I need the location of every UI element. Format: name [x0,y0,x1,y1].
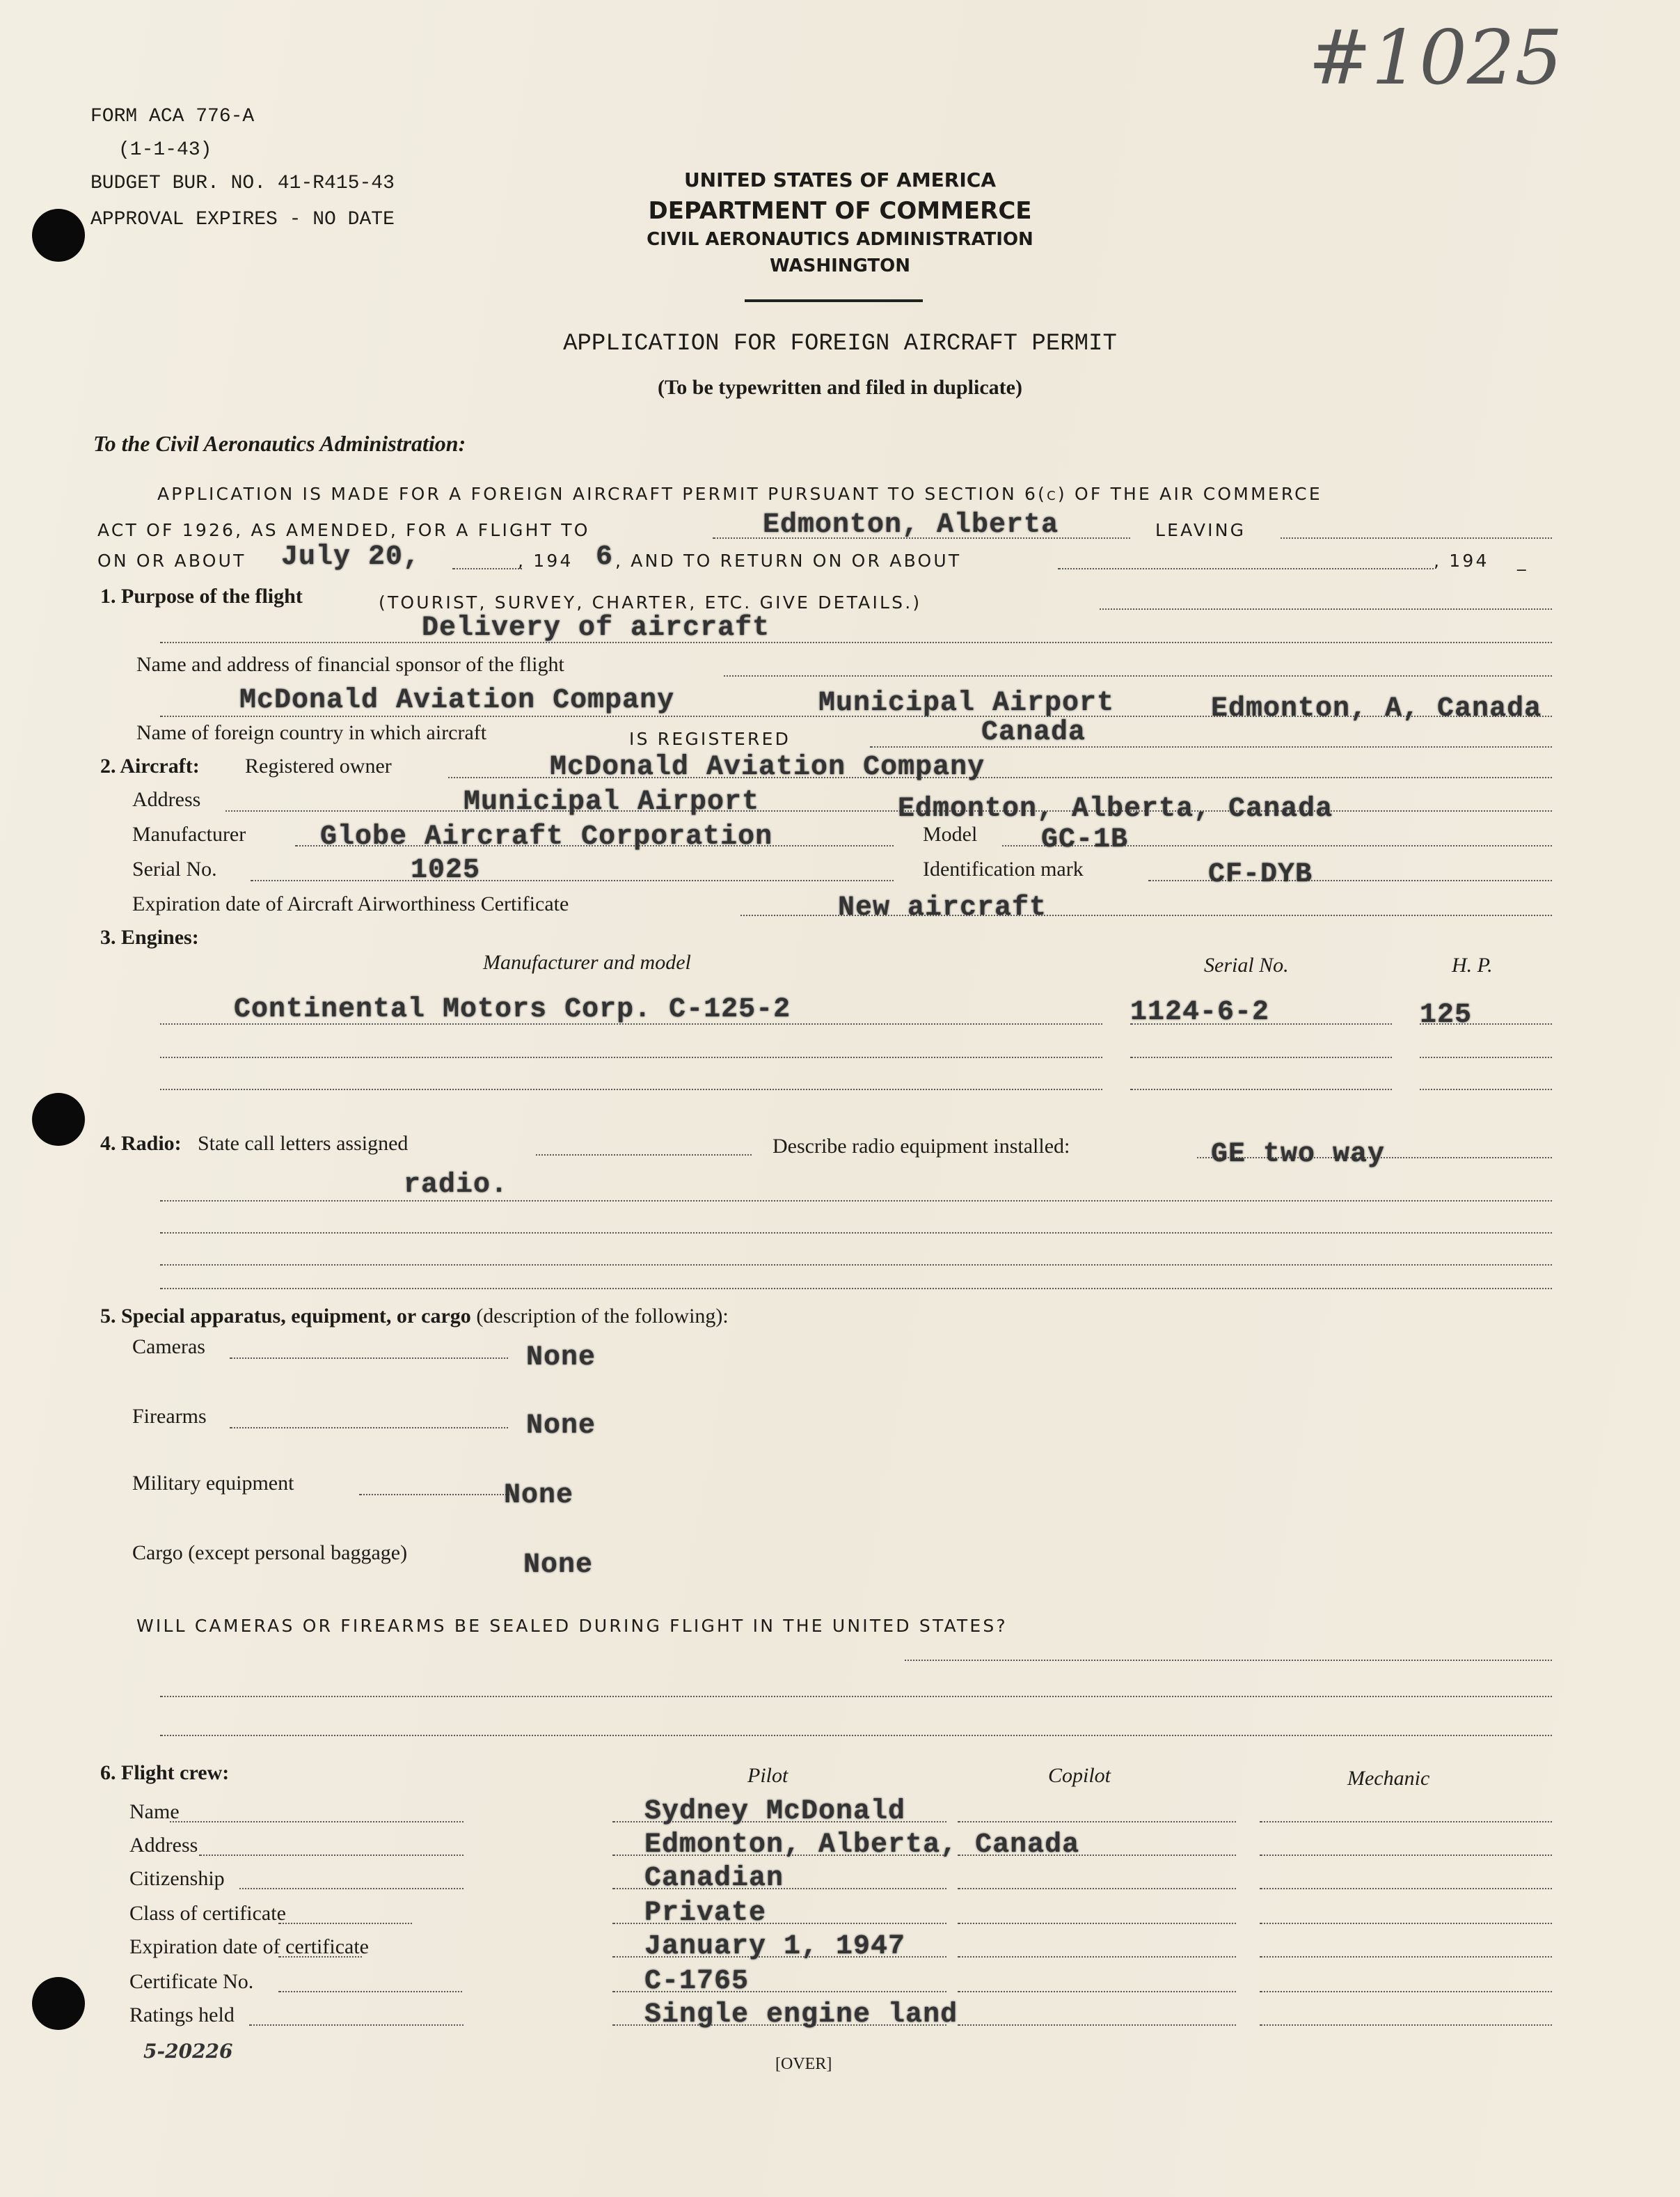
crew-col-pilot: Pilot [747,1765,789,1788]
cargo-label: Cargo (except personal baggage) [132,1543,408,1565]
model-label: Model [923,824,978,846]
firearms-value: None [526,1410,596,1442]
intro-line-3: ON OR ABOUT [97,550,246,571]
agency-country: UNITED STATES OF AMERICA [683,170,997,192]
firearms-label: Firearms [132,1406,207,1428]
form-number: FORM ACA 776-A [90,106,255,128]
sponsor-name-value: McDonald Aviation Company [239,685,675,717]
pilot-value: Sydney McDonald [644,1796,906,1828]
page-subtitle: (To be typewritten and filed in duplicate) [658,377,1022,400]
item1-hint: (TOURIST, SURVEY, CHARTER, ETC. GIVE DETAILS.) [379,592,922,613]
cameras-label: Cameras [132,1337,205,1359]
budget-number: BUDGET BUR. NO. 41-R415-43 [90,173,395,195]
pilot-value: C-1765 [644,1966,750,1998]
crew-field-label: Class of certificate [129,1903,286,1926]
military-equipment-label: Military equipment [132,1473,294,1495]
header-divider [745,299,923,302]
crew-col-mechanic: Mechanic [1347,1768,1430,1790]
address-value-1: Municipal Airport [463,787,760,819]
serial-label: Serial No. [132,859,217,881]
country-label-caps: IS REGISTERED [629,728,791,749]
item6-label: 6. Flight crew: [100,1763,230,1785]
manufacturer-label: Manufacturer [132,824,246,846]
destination-value: Edmonton, Alberta [763,510,1059,542]
owner-label: Registered owner [245,756,392,778]
item5-heading [100,1306,729,1330]
ident-value: CF-DYB [1208,859,1313,891]
sponsor-address-value: Municipal Airport [818,688,1115,720]
pilot-value: Canadian [644,1863,784,1895]
item2-label: 2. Aircraft: [100,756,200,778]
crew-field-label: Certificate No. [129,1971,254,1994]
serial-value: 1025 [411,855,481,887]
sealed-question: WILL CAMERAS OR FIREARMS BE SEALED DURING FLIGHT IN THE UNITED STATES? [136,1615,1008,1636]
engine-serial-value: 1124-6-2 [1130,997,1270,1029]
address-label: Address [132,789,201,812]
page-title: APPLICATION FOR FOREIGN AIRCRAFT PERMIT [563,331,1117,358]
item5-hint: (description of the following): [476,1306,729,1328]
engine-col-hp: H. P. [1452,955,1493,977]
intro-return: , AND TO RETURN ON OR ABOUT [615,550,962,571]
leave-year-digit: 6 [596,542,614,574]
year-prefix: , 194 [518,550,573,571]
item5-label: 5. Special apparatus, equipment, or cargo [100,1306,471,1328]
item3-label: 3. Engines: [100,927,199,950]
crew-col-copilot: Copilot [1048,1765,1111,1788]
item4-label: 4. Radio: [100,1133,182,1156]
radio-desc-label: Describe radio equipment installed: [772,1136,1070,1158]
crew-field-label: Citizenship [129,1868,225,1891]
address-value-2: Edmonton, Alberta, Canada [898,794,1333,826]
pilot-value: Single engine land [644,1999,958,2031]
agency-department: DEPARTMENT OF COMMERCE [648,198,1032,226]
sponsor-label: Name and address of financial sponsor of the flight [136,654,564,677]
over-note: [OVER] [775,2054,832,2073]
radio-desc-value-2: radio. [404,1170,509,1202]
crew-field-label: Name [129,1802,180,1824]
return-year-digit: _ [1517,550,1528,571]
ident-label: Identification mark [923,859,1084,881]
agency-city: WASHINGTON [769,256,911,277]
crew-field-label: Expiration date of certificate [129,1937,369,1959]
sponsor-city-value: Edmonton, A, Canada [1211,693,1542,725]
intro-line-2: ACT OF 1926, AS AMENDED, FOR A FLIGHT TO [97,519,590,540]
pilot-value: Edmonton, Alberta, Canada [644,1829,1080,1861]
military-equipment-value: None [504,1480,574,1512]
expiration-value: New aircraft [838,892,1047,924]
agency-administration: CIVIL AERONAUTICS ADMINISTRATION [647,230,1033,251]
form-revision: (1-1-43) [118,139,212,162]
intro-leaving: LEAVING [1155,519,1246,540]
approval-expires: APPROVAL EXPIRES - NO DATE [90,209,395,231]
return-year-prefix: , 194 [1434,550,1489,571]
engine-model-value: Continental Motors Corp. C-125-2 [234,994,791,1026]
model-value: GC-1B [1041,824,1129,856]
punch-hole [32,1093,85,1146]
manufacturer-value: Globe Aircraft Corporation [320,821,773,853]
engine-hp-value: 125 [1420,1000,1473,1032]
owner-value: McDonald Aviation Company [550,752,985,784]
expiration-label: Expiration date of Aircraft Airworthiness Certificate [132,894,569,916]
pilot-value: January 1, 1947 [644,1931,906,1963]
country-label: Name of foreign country in which aircraft [136,723,487,745]
purpose-value: Delivery of aircraft [422,613,770,645]
handwritten-file-number: #1025 [1308,14,1563,102]
crew-field-label: Address [129,1835,198,1857]
intro-line-1: APPLICATION IS MADE FOR A FOREIGN AIRCRAFT PERMIT PURSUANT TO SECTION 6(c) OF THE AIR COMMERCE [157,483,1322,504]
cameras-value: None [526,1342,596,1374]
engine-col-serial: Serial No. [1204,955,1289,977]
radio-desc-value-1: GE two way [1211,1139,1386,1171]
call-letters-label: State call letters assigned [198,1133,409,1156]
engine-col-model: Manufacturer and model [483,952,691,975]
pilot-value: Private [644,1898,767,1930]
country-value: Canada [981,717,1086,749]
salutation: To the Civil Aeronautics Administration: [93,433,466,457]
item1-label: 1. Purpose of the flight [100,586,303,608]
handwritten-reference: 5-20226 [143,2041,233,2063]
cargo-value: None [523,1550,594,1582]
crew-field-label: Ratings held [129,2005,235,2027]
punch-hole [32,1977,85,2030]
leave-date-value: July 20, [281,542,421,574]
